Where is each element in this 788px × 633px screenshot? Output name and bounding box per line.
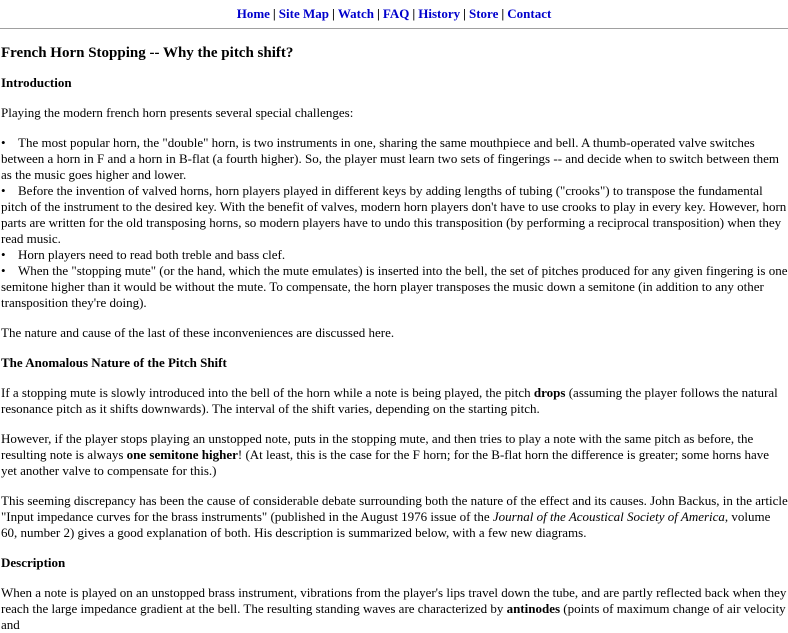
list-item [1, 183, 788, 247]
bullet-icon: • [1, 263, 6, 278]
nav-link-contact[interactable]: Contact [507, 6, 552, 21]
emphasis-antinodes: antinodes [506, 601, 561, 616]
nav-separator: | [463, 6, 466, 21]
text-run: (points of maximum change of air velocity and [1, 601, 786, 632]
text-run: However, if the player stops playing an unstopped note, puts in the stopping mute, and then tries to play a note with the same pitch as before, the resulting note is always [1, 431, 754, 462]
nav-separator: | [412, 6, 416, 21]
list-item-text: Before the invention of valved horns, horn players played in different keys by adding lengths of tubing ("crooks") to transpose the fundamental pitch of the instrument to the desired key. With the benefit of valves, modern horn players don't have to use crooks to play in every key. However, horn parts are written for the old transposing horns, so modern players have to undo this transposition (by performing a reciprocal transposition) when they read music. [1, 183, 787, 246]
list-item-text: When the "stopping mute" (or the hand, which the mute emulates) is inserted into the bell, the set of pitches produced for any given fingering is one semitone higher than it would be without the mute. To compensate, the horn player transposes the music down a semitone (in addition to any other transposition they're doing). [1, 263, 788, 310]
introduction-closing: The nature and cause of the last of these inconveniences are discussed here. [1, 325, 395, 340]
list-item [1, 247, 788, 263]
nav-separator: | [332, 6, 335, 21]
list-item-text: Horn players need to read both treble and bass clef. [18, 247, 286, 262]
anomalous-paragraph-1 [1, 385, 788, 417]
introduction-lead: Playing the modern french horn presents several special challenges: [1, 105, 354, 120]
description-heading: Description [1, 555, 66, 570]
text-run: If a stopping mute is slowly introduced into the bell of the horn while a note is being played, the pitch [1, 385, 534, 400]
anomalous-paragraph-2 [1, 431, 788, 479]
page-title: French Horn Stopping -- Why the pitch shift? [1, 45, 294, 61]
nav-separator: | [272, 6, 276, 21]
top-navigation [0, 0, 788, 28]
article [0, 45, 788, 633]
anomalous-heading: The Anomalous Nature of the Pitch Shift [1, 355, 227, 370]
nav-link-faq[interactable]: FAQ [382, 6, 410, 21]
text-run: (assuming the player follows the natural resonance pitch as it shifts downwards). The interval of the shift varies, depending on the starting pitch. [1, 385, 778, 416]
challenges-list [1, 135, 788, 311]
bullet-icon: • [1, 183, 6, 198]
emphasis-drops: drops [533, 385, 566, 400]
nav-link-watch[interactable]: Watch [337, 6, 374, 21]
list-item [1, 135, 788, 183]
description-paragraph-1 [1, 585, 788, 633]
text-run: This seeming discrepancy has been the cause of considerable debate surrounding both the nature of the effect and its causes. John Backus, in the article "Input impedance curves for the brass instruments" (published in the August 1976 issue of the [1, 493, 788, 524]
anomalous-paragraph-3 [1, 493, 788, 541]
emphasis-one-semitone-higher: one semitone higher [126, 447, 238, 462]
text-run: , volume 60, number 2) gives a good explanation of both. His description is summarized below, with a few new diagrams. [1, 509, 771, 540]
text-run: ! (At least, this is the case for the F horn; for the B-flat horn the difference is greater; some horns have yet another valve to compensate for this.) [1, 447, 770, 478]
introduction-heading: Introduction [1, 75, 72, 90]
nav-link-home[interactable]: Home [236, 6, 270, 21]
bullet-icon: • [1, 247, 6, 262]
journal-title: Journal of the Acoustical Society of America [492, 509, 725, 524]
list-item-text: The most popular horn, the "double" horn, is two instruments in one, sharing the same mouthpiece and bell. A thumb-operated valve switches between a horn in F and a horn in B-flat (a fourth higher). So, the player must learn two sets of fingerings -- and decide when to switch between them as the music goes higher and lower. [1, 135, 779, 182]
bullet-icon: • [1, 135, 6, 150]
list-item [1, 263, 788, 311]
nav-link-site-map[interactable]: Site Map [278, 6, 329, 21]
nav-link-store[interactable]: Store [469, 6, 499, 21]
nav-divider [0, 28, 788, 29]
nav-separator: | [501, 6, 505, 21]
nav-separator: | [377, 6, 380, 21]
nav-link-history[interactable]: History [418, 6, 461, 21]
text-run: When a note is played on an unstopped brass instrument, vibrations from the player's lips travel down the tube, and are partly reflected back when they reach the large impedance gradient at the bell. The resulting standing waves are characterized by [1, 585, 787, 616]
